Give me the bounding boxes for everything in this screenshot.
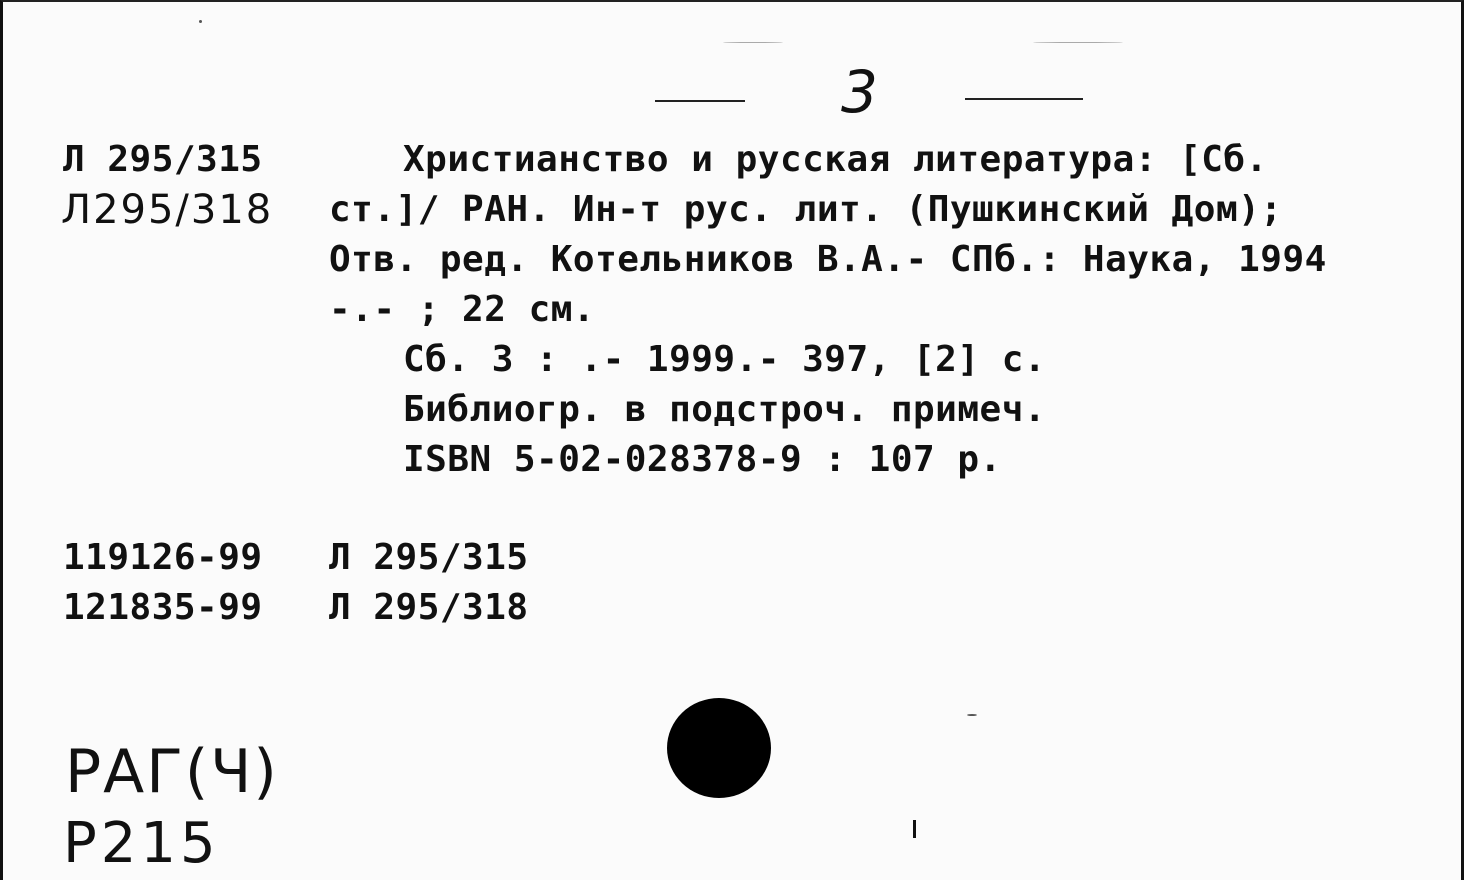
description-line-1: Христианство и русская литература: [Сб.	[403, 139, 1268, 180]
description-line-4: -.- ; 22 см.	[329, 289, 596, 330]
holding-shelf-1: Л 295/315	[329, 537, 529, 578]
handwritten-shelf-mark: Л295/318	[61, 187, 274, 233]
scan-speck	[967, 714, 977, 716]
holding-inventory-1: 119126-99	[63, 537, 263, 578]
header-dash-right	[965, 98, 1083, 100]
description-line-5: Сб. 3 : .- 1999.- 397, [2] с.	[403, 339, 1047, 380]
scan-speck	[199, 20, 202, 23]
description-line-7: ISBN 5-02-028378-9 : 107 р.	[403, 439, 1002, 480]
handwritten-code: РАГ(Ч)	[65, 737, 279, 807]
handwritten-number: Р215	[63, 811, 220, 876]
description-line-6: Библиогр. в подстроч. примеч.	[403, 389, 1047, 430]
punch-hole	[667, 698, 771, 798]
typed-shelf-mark: Л 295/315	[63, 139, 263, 180]
scan-speck	[1033, 42, 1123, 43]
card-number: 3	[841, 58, 878, 126]
ink-tick-mark	[913, 820, 916, 838]
description-line-3: Отв. ред. Котельников В.А.- СПб.: Наука, 1994	[329, 239, 1327, 280]
header-dash-left	[655, 100, 745, 102]
holding-inventory-2: 121835-99	[63, 587, 263, 628]
holding-shelf-2: Л 295/318	[329, 587, 529, 628]
description-line-2: ст.]/ РАН. Ин-т рус. лит. (Пушкинский Дом);	[329, 189, 1283, 230]
scan-speck	[723, 42, 783, 43]
